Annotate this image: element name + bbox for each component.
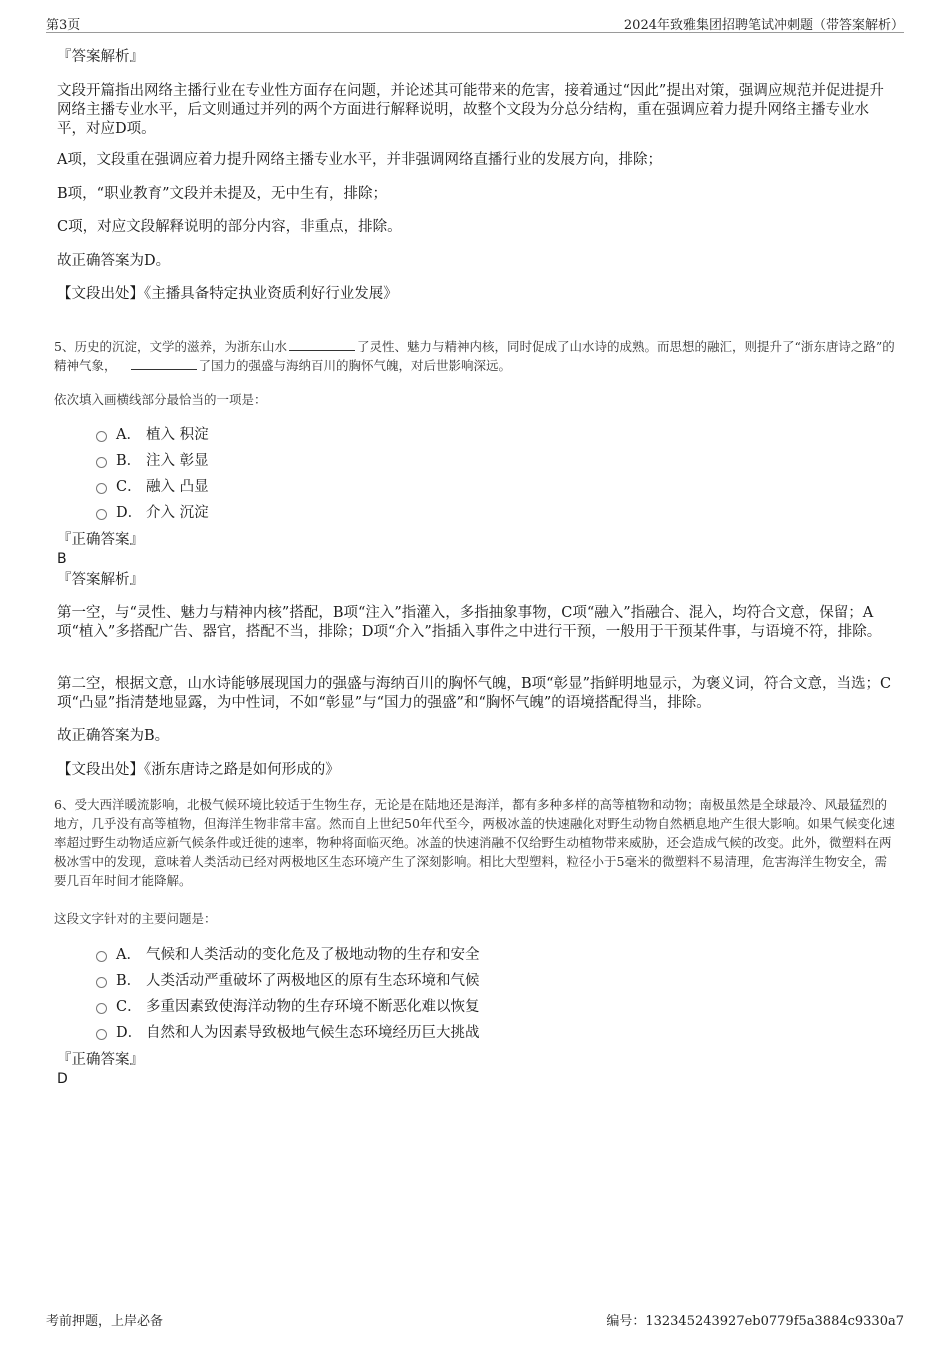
radio-button[interactable] <box>96 483 107 494</box>
question-stem: 6、受大西洋暖流影响，北极气候环境比较适于生物生存，无论是在陆地还是海洋，都有多种多样的高等植物和动物；南极虽然是全球最冷、风最猛烈的地方，几乎没有高等植物，但海洋生物非常丰富。然而自上世纪50年代至今，两极冰盖的快速融化对野生动物自然栖息地产生很大影响。如果气候变化速率超过野生动物适应新气候条件或迁徙的速率，物种将面临灭绝。冰盖的快速消融不仅给野生动植物带来威胁，还会造成气候的改变。此外，微塑料在两极冰雪中的发现，意味着人类活动已经对两极地区生态环境产生了深刻影响。相比大型塑料，粒径小于5毫米的微塑料不易清理，危害海洋生物安全，需要几百年时间才能降解。 <box>54 797 895 888</box>
option-text: 介入 沉淀 <box>146 505 209 521</box>
option-a[interactable] <box>96 944 480 966</box>
option-text: 植入 积淀 <box>146 427 209 443</box>
page-number: 第3页 <box>46 18 81 33</box>
page-footer <box>46 1310 904 1330</box>
option-letter: A． <box>116 947 141 963</box>
stem-part-2: 了灵性、魅力与精神内核，同时促成了山水诗的成熟。而思想的融汇，则提升了“浙东唐诗之路”的精神气象， <box>54 339 895 373</box>
question-prompt: 依次填入画横线部分最恰当的一项是： <box>54 392 267 407</box>
option-c[interactable] <box>96 996 480 1018</box>
option-b[interactable] <box>96 970 480 992</box>
option-text: 自然和人为因素导致极地气候生态环境经历巨大挑战 <box>146 1025 480 1041</box>
source-citation: 【文段出处】《主播具备特定执业资质利好行业发展》 <box>57 286 398 302</box>
analysis-heading: 『答案解析』 <box>57 572 144 588</box>
correct-answer-heading: 『正确答案』 <box>57 532 144 548</box>
analysis-heading: 『答案解析』 <box>57 49 144 65</box>
option-text: 气候和人类活动的变化危及了极地动物的生存和安全 <box>146 947 480 963</box>
radio-button[interactable] <box>96 431 107 442</box>
option-text: 多重因素致使海洋动物的生存环境不断恶化难以恢复 <box>146 999 480 1015</box>
option-d[interactable] <box>96 502 209 524</box>
stem-part-1: 5、历史的沉淀，文学的滋养，为浙东山水 <box>54 339 287 354</box>
analysis-paragraph-2: 第二空，根据文意，山水诗能够展现国力的强盛与海纳百川的胸怀气魄，B项“彰显”指鲜明地显示，为褒义词，符合文意，当选；C项“凸显”指清楚地显露，为中性词，不如“彰显”与“国力的强盛”和“胸怀气魄”的语境搭配得当，排除。 <box>57 676 892 711</box>
correct-answer-heading: 『正确答案』 <box>57 1052 144 1068</box>
conclusion: 故正确答案为D。 <box>57 253 171 269</box>
analysis-option-a: A项，文段重在强调应着力提升网络主播专业水平，并非强调网络直播行业的发展方向，排除； <box>57 152 662 168</box>
option-text: 注入 彰显 <box>146 453 209 469</box>
option-a[interactable] <box>96 424 209 446</box>
option-d[interactable] <box>96 1022 480 1044</box>
option-c[interactable] <box>96 476 209 498</box>
correct-answer: B <box>57 551 67 567</box>
correct-answer: D <box>57 1071 68 1087</box>
radio-button[interactable] <box>96 457 107 468</box>
source-citation: 【文段出处】《浙东唐诗之路是如何形成的》 <box>57 762 340 778</box>
option-b[interactable] <box>96 450 209 472</box>
footer-slogan: 考前押题，上岸必备 <box>46 1314 164 1329</box>
page-header <box>46 12 904 33</box>
analysis-paragraph: 文段开篇指出网络主播行业在专业性方面存在问题，并论述其可能带来的危害，接着通过“因此”提出对策，强调应规范并促进提升网络主播专业水平，后文则通过并列的两个方面进行解释说明，故整个文段为分总分结构，重在强调应着力提升网络主播专业水平，对应D项。 <box>57 83 884 137</box>
option-text: 融入 凸显 <box>146 479 209 495</box>
fill-blank-1 <box>289 337 355 351</box>
option-letter: C． <box>116 479 142 495</box>
radio-button[interactable] <box>96 951 107 962</box>
conclusion: 故正确答案为B。 <box>57 728 170 744</box>
radio-button[interactable] <box>96 977 107 988</box>
option-letter: D． <box>116 1025 143 1041</box>
analysis-option-b: B项，“职业教育”文段并未提及，无中生有，排除； <box>57 186 387 202</box>
option-letter: B． <box>116 453 142 469</box>
option-letter: D． <box>116 505 143 521</box>
radio-button[interactable] <box>96 1029 107 1040</box>
option-letter: B． <box>116 973 142 989</box>
document-title: 2024年致雅集团招聘笔试冲刺题（带答案解析） <box>623 18 904 33</box>
analysis-option-c: C项，对应文段解释说明的部分内容，非重点，排除。 <box>57 219 402 235</box>
option-letter: C． <box>116 999 142 1015</box>
radio-button[interactable] <box>96 509 107 520</box>
option-text: 人类活动严重破坏了两极地区的原有生态环境和气候 <box>146 973 480 989</box>
document-serial-number: 编号：132345243927eb0779f5a3884c9330a7 <box>606 1314 904 1329</box>
radio-button[interactable] <box>96 1003 107 1014</box>
question-stem <box>54 337 896 375</box>
fill-blank-2 <box>131 356 197 370</box>
option-letter: A． <box>116 427 141 443</box>
question-prompt: 这段文字针对的主要问题是： <box>54 911 217 926</box>
stem-part-3: 了国力的强盛与海纳百川的胸怀气魄，对后世影响深远。 <box>198 358 512 373</box>
analysis-paragraph-1: 第一空，与“灵性、魅力与精神内核”搭配，B项“注入”指灌入，多指抽象事物，C项“融入”指融合、混入，均符合文意，保留；A项“植入”多搭配广告、器官，搭配不当，排除；D项“介入”指插入事件之中进行干预，一般用于干预某件事，与语境不符，排除。 <box>57 605 882 640</box>
